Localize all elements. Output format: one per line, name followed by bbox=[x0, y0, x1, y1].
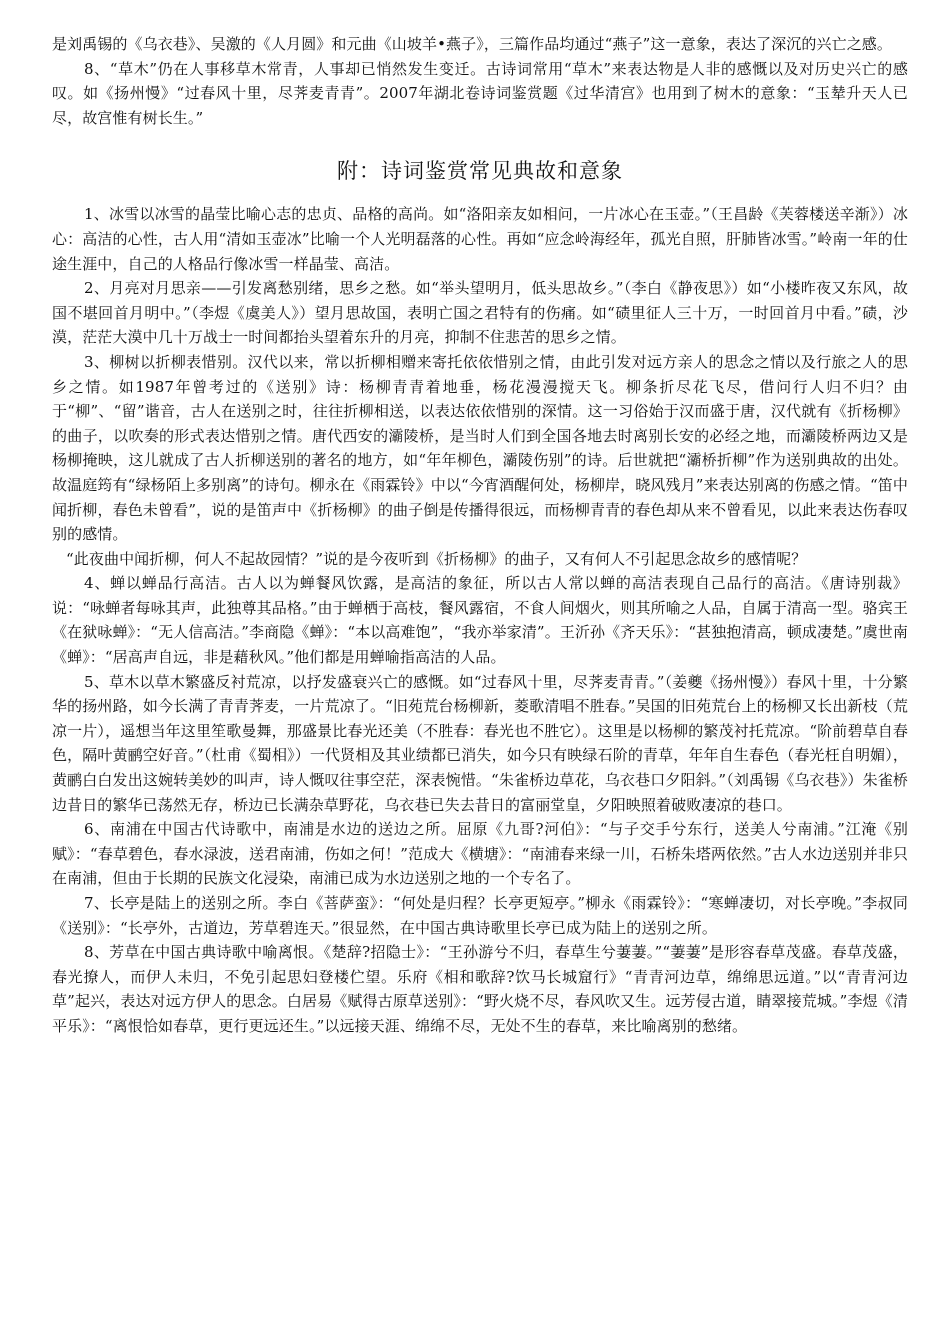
continuation-paragraph: 是刘禹锡的《乌衣巷》、吴激的《人月圆》和元曲《山坡羊•燕子》，三篇作品均通过“燕子”这一意象，表达了深沉的兴亡之感。 bbox=[52, 35, 892, 53]
paragraph-ice-snow: 1、冰雪以冰雪的晶莹比喻心志的忠贞、品格的高尚。如“洛阳亲友如相问，一片冰心在玉壶。”（王昌龄《芙蓉楼送辛渐》）冰心：高洁的心性，古人用“清如玉壶冰”比喻一个人光明磊落的心性。再如“应念岭海经年，孤光自照，肝肺皆冰雪。”岭南一年的仕途生涯中，自己的人格品行像冰雪一样晶莹、高洁。 bbox=[52, 205, 908, 273]
section-title: 附：诗词鉴赏常见典故和意象 bbox=[337, 159, 623, 184]
paragraph-fragrant-grass: 8、芳草在中国古典诗歌中喻离恨。《楚辞?招隐士》：“王孙游兮不归，春草生兮萋萋。”“萋萋”是形容春草茂盛。春草茂盛，春光撩人，而伊人未归，不免引起思妇登楼伫望。乐府《相和歌辞?饮马长城窟行》“青青河边草，绵绵思远道。”以“青青河边草”起兴，表达对远方伊人的思念。白居易《赋得古原草送别》：“野火烧不尽，春风吹又生。远芳侵古道，睛翠接荒城。”李煜《清平乐》：“离恨恰如春草，更行更远还生。”以远接天涯、绵绵不尽，无处不生的春草，来比喻离别的愁绪。 bbox=[52, 943, 908, 1035]
document-page bbox=[52, 32, 908, 1039]
paragraph-willow-quote: “此夜曲中闻折柳，何人不起故园情？”说的是今夜听到《折杨柳》的曲子，又有何人不引起思念故乡的感情呢？ bbox=[66, 549, 807, 568]
paragraph-moon: 2、月亮对月思亲——引发离愁别绪，思乡之愁。如“举头望明月，低头思故乡。”（李白《静夜思》）如“小楼昨夜又东风，故国不堪回首月明中。”（李煜《虞美人》）望月思故国，表明亡国之君特有的伤痛。如“碛里征人三十万，一时回首月中看。”碛，沙漠，茫茫大漠中几十万战士一时间都抬头望着东升的月亮，抑制不住悲苦的思乡之情。 bbox=[52, 279, 908, 347]
paragraph-willow: 3、柳树以折柳表惜别。汉代以来，常以折柳相赠来寄托依依惜别之情，由此引发对远方亲人的思念之情以及行旅之人的思乡之情。如1987年曾考过的《送别》诗：杨柳青青着地垂，杨花漫漫搅天飞。柳条折尽花飞尽，借问行人归不归？由于“柳”、“留”谐音，古人在送别之时，往往折柳相送，以表达依依惜别的深情。这一习俗始于汉而盛于唐，汉代就有《折杨柳》的曲子，以吹奏的形式表达惜别之情。唐代西安的灞陵桥，是当时人们到全国各地去时离别长安的必经之地，而灞陵桥两边又是杨柳掩映，这儿就成了古人折柳送别的著名的地方，如“年年柳色，灞陵伤别”的诗。后世就把“灞桥折柳”作为送别典故的出处。故温庭筠有“绿杨陌上多别离”的诗句。柳永在《雨霖铃》中以“今宵酒醒何处，杨柳岸，晓风残月”来表达别离的伤感之情。“笛中闻折柳，春色未曾看”，说的是笛声中《折杨柳》的曲子倒是传播得很远，而杨柳青青的春色却从来不曾看见，以此来表达伤春叹别的感情。 bbox=[52, 352, 908, 544]
paragraph-cicada: 4、蝉以蝉品行高洁。古人以为蝉餐风饮露，是高洁的象征，所以古人常以蝉的高洁表现自己品行的高洁。《唐诗别裁》说：“咏蝉者每咏其声，此独尊其品格。”由于蝉栖于高枝，餐风露宿，不食人间烟火，则其所喻之人品，自属于清高一型。骆宾王《在狱咏蝉》：“无人信高洁。”李商隐《蝉》：“本以高难饱”，“我亦举家清”。王沂孙《齐天乐》：“甚独抱清高，顿成凄楚。”虞世南《蝉》：“居高声自远，非是藉秋风。”他们都是用蝉喻指高洁的人品。 bbox=[52, 574, 908, 667]
paragraph-caomu-intro: 8、“草木”仍在人事移草木常青，人事却已悄然发生变迁。古诗词常用“草木”来表达物是人非的感慨以及对历史兴亡的感叹。如《扬州慢》“过春风十里，尽荠麦青青”。2007年湖北卷诗词鉴赏题《过华清宫》也用到了树木的意象：“玉辇升天人已尽，故宫惟有树长生。” bbox=[52, 59, 908, 127]
paragraph-changting: 7、长亭是陆上的送别之所。李白《菩萨蛮》：“何处是归程？长亭更短亭。”柳永《雨霖铃》：“寒蝉凄切，对长亭晚。”李叔同《送别》：“长亭外，古道边，芳草碧连天。”很显然，在中国古典诗歌里长亭已成为陆上的送别之所。 bbox=[52, 894, 908, 937]
paragraph-nanpu: 6、南浦在中国古代诗歌中，南浦是水边的送边之所。屈原《九哥?河伯》：“与子交手兮东行，送美人兮南浦。”江淹《别赋》：“春草碧色，春水渌波，送君南浦，伤如之何！”范成大《横塘》：“南浦春来绿一川，石桥朱塔两依然。”古人水边送别并非只在南浦，但由于长期的民族文化浸染，南浦已成为水边送别之地的一个专名了。 bbox=[52, 820, 908, 888]
paragraph-grass-trees: 5、草木以草木繁盛反衬荒凉，以抒发盛衰兴亡的感慨。如“过春风十里，尽荠麦青青。”（姜夔《扬州慢》）春风十里，十分繁华的扬州路，如今长满了青青荠麦，一片荒凉了。“旧苑荒台杨柳新，菱歌清唱不胜春。”吴国的旧苑荒台上的杨柳又长出新枝（荒凉一片），遥想当年这里笙歌曼舞，那盛景比春光还美（不胜春：春光也不胜它）。这里是以杨柳的繁茂衬托荒凉。“阶前碧草自春色，隔叶黄鹂空好音。”（杜甫《蜀相》）一代贤相及其业绩都已消失，如今只有映绿石阶的青草，年年自生春色（春光枉自明媚），黄鹂白白发出这婉转美妙的叫声，诗人慨叹往事空茫，深表惋惜。“朱雀桥边草花，乌衣巷口夕阳斜。”（刘禹锡《乌衣巷》）朱雀桥边昔日的繁华已荡然无存，桥边已长满杂草野花，乌衣巷已失去昔日的富丽堂皇，夕阳映照着破败凄凉的巷口。 bbox=[52, 672, 908, 814]
